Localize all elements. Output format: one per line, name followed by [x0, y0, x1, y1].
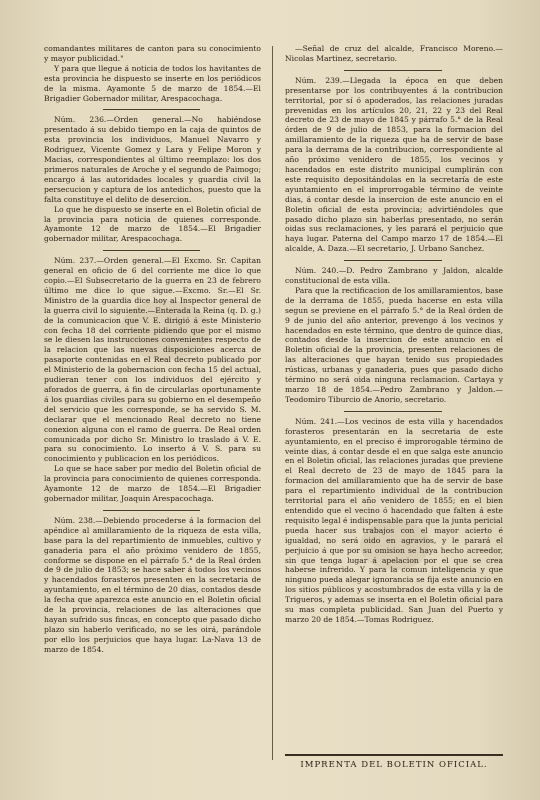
section-divider	[344, 70, 442, 71]
column-rule	[272, 46, 273, 760]
printer-imprint: IMPRENTA DEL BOLETIN OFICIAL.	[300, 760, 488, 770]
section-divider	[344, 260, 442, 261]
notice-236: Núm. 236.—Orden general.—No habiéndose presentado á su debido tiempo en la caja de quintos de esta provincia los individuos, Manuel Navarro y Rodriguez, Vicente Gomez y Lara y Felipe Moron y Macias, correspondientes al último reemplazo: los dos primeros naturales de Aroche y el segundo de Paimogo; encargo á las autoridades locales y guardia civil la persecucion y captura de los antedichos, puesto que la falta constituye el delito de desercion.	[44, 115, 261, 204]
section-divider	[103, 109, 201, 110]
notice-237-closing: Lo que se hace saber por medio del Boletin oficial de la provincia para conocimiento de quienes corresponda. Ayamonte 12 de marzo de 1854.—El Brigadier gobernador militar, Joaquin Arespacochaga.	[44, 464, 261, 503]
notice-237: Núm. 237.—Orden general.—El Excmo. Sr. Capitan general en oficio de 6 del corriente me dice lo que copio.—El Subsecretario de la guerra en 23 de febrero último me dice lo que sigue.—Excmo. Sr.—El Sr. Ministro de la guardia dice hoy al Inspector general de la guerra civil lo siguiente.—Enterada la Reina (q. D. g.) de la comunicacion que V. E. dirigió á este Ministerio con fecha 18 del corriente pidiendo que por el mismo se le diesen las instrucciones convenientes respecto de la relacion que las nuevas disposiciones acerca de pasaporte contenidas en el Real decreto publicado por el Ministerio de la gobernacion con fecha 15 del actual, pudieran tener con los individuos del ejército y aforados de guerra, á fin de circularlas oportunamente á los guardias civiles para su gobierno en el desempeño del servicio que les corresponde, se ha servido S. M. declarar que el mencionado Real decreto no tiene conexion alguna con el ramo de guerra. De Real orden comunicada por dicho Sr. Ministro lo traslado á V. E. para su conocimiento. Lo inserto á V. S. para su conocimiento y publicacion en los periódicos.	[44, 256, 261, 464]
signature-line: —Señal de cruz del alcalde, Francisco Moreno.—Nicolas Martinez, secretario.	[285, 44, 503, 63]
footer-block	[285, 754, 503, 770]
notice-240: Para que la rectificacion de los amillaramientos, base de la derrama de 1855, pueda hacerse en esta villa segun se previene en el párrafo 5.° de la Real órden de 9 de junio del año anterior, prevengo á los vecinos y hacendados en este término, que dentro de quince dias, contados desde la insercion de este anuncio en el Boletin oficial de la provincia, presenten relaciones de las alteraciones que hayan tenido sus propiedades rústicas, urbanas y ganaderia, pues que pasado dicho término no será oida ninguna reclamacion. Cartaya y marzo 18 de 1854.—Pedro Zambrano y Jaldon.—Teodomiro Tiburcio de Anorio, secretario.	[285, 285, 503, 404]
footer-rule	[285, 754, 503, 756]
left-column	[44, 44, 261, 776]
notice-238: Núm. 238.—Debiendo procederse á la formacion del apéndice al amillaramiento de la riqueza de esta villa, base para la del repartimiento de inmuebles, cultivo y ganaderia para el año próximo venidero de 1855, conforme se dispone en el párrafo 5.° de la Real órden de 9 de julio de 1853; se hace saber á todos los vecinos y hacendados forasteros presenten en la secretaria de ayuntamiento, en el término de 20 dias, contados desde la fecha que aparezca este anuncio en el Boletin oficial de la provincia, relaciones de las alteraciones que hayan sufrido sus fincas, en concepto que pasado dicho plazo sin haberlo verificado, no se les oirá, parándole por ello los perjuicios que haya lugar. La-Nava 13 de marzo de 1854.	[44, 515, 261, 654]
notice-240-heading: Núm. 240.—D. Pedro Zambrano y Jaldon, alcalde constitucional de esta villa.	[285, 266, 503, 286]
section-divider	[103, 250, 201, 251]
notice-239: Núm. 239.—Llegada la época en que deben presentarse por los contribuyentes á la contribucion territorial, por sí ó apoderados, las relaciones juradas prevenidas en los artículos 20, 21, 22 y 23 del Real decreto de 23 de mayo de 1845 y párrafo 5.° de la Real órden de 9 de julio de 1853, para la formacion del amillaramiento de la riqueza que ha de servir de base para la derrama de la contribucion, correspondiente al año próximo venidero de 1855, los vecinos y hacendados en este distrito municipal cumplirán con este requisito depositándolas en la secretaría de este ayuntamiento en el improrrogable término de veinte dias, á contar desde la insercion de este anuncio en el Boletin oficial de esta provincia; advirtiéndoles que pasado dicho plazo sin haberlas presentado, no serán oidas sus reclamaciones, y les parará el perjuicio que haya lugar. Paterna del Campo marzo 17 de 1854.—El alcalde, A. Daza.—El secretario, J. Urbano Sanchez.	[285, 75, 503, 254]
section-divider	[103, 510, 201, 511]
section-divider	[344, 411, 442, 412]
intro-paragraph: comandantes militares de canton para su conocimiento y mayor publicidad."	[44, 44, 261, 63]
notice-241: Núm. 241.—Los vecinos de esta villa y hacendados forasteros presentarán en la secretaria de este ayuntamiento, en el preciso é improrogable término de veinte dias, á contar desde el en que salga este anuncio en el Boletin oficial, las relaciones juradas que previene el Real decreto de 23 de mayo de 1845 para la formacion del amillaramiento que ha de servir de base para el repartimiento individual de la contribucion territorial para el año venidero de 1855; en el bien entendido que el vecino ó hacendado que falten á este requisito legal é indispensable para que la junta pericial pueda hacer sus trabajos con el mayor acierto é igualdad, no será oido en agravios, y le parará el perjuicio á que por su omision se haya hecho acreedor, sin que tenga lugar á apelacion por el que se crea haberse infrerido. Y para la comun inteligencia y que ninguno pueda alegar ignorancia se fija este anuncio en los sitios públicos y acostumbrados de esta villa y la de Trigueros, y ademas se inserta en el Boletin oficial para su mas completa publicidad. San Juan del Puerto y marzo 20 de 1854.—Tomas Rodriguez.	[285, 416, 503, 624]
notice-236-closing: Lo que he dispuesto se inserte en el Boletin oficial de la provincia para noticia de quienes corresponde. Ayamonte 12 de marzo de 1854.—El Brigadier gobernador militar, Arespacochaga.	[44, 204, 261, 244]
right-column	[285, 44, 503, 740]
intro-paragraph: Y para que llegue á noticia de todos los havitantes de esta provincia he dispuesto se inserte en los periódicos de la misma. Ayamonte 5 de marzo de 1854.—El Brigadier Gobernador militar, Arespacochaga.	[44, 63, 261, 103]
